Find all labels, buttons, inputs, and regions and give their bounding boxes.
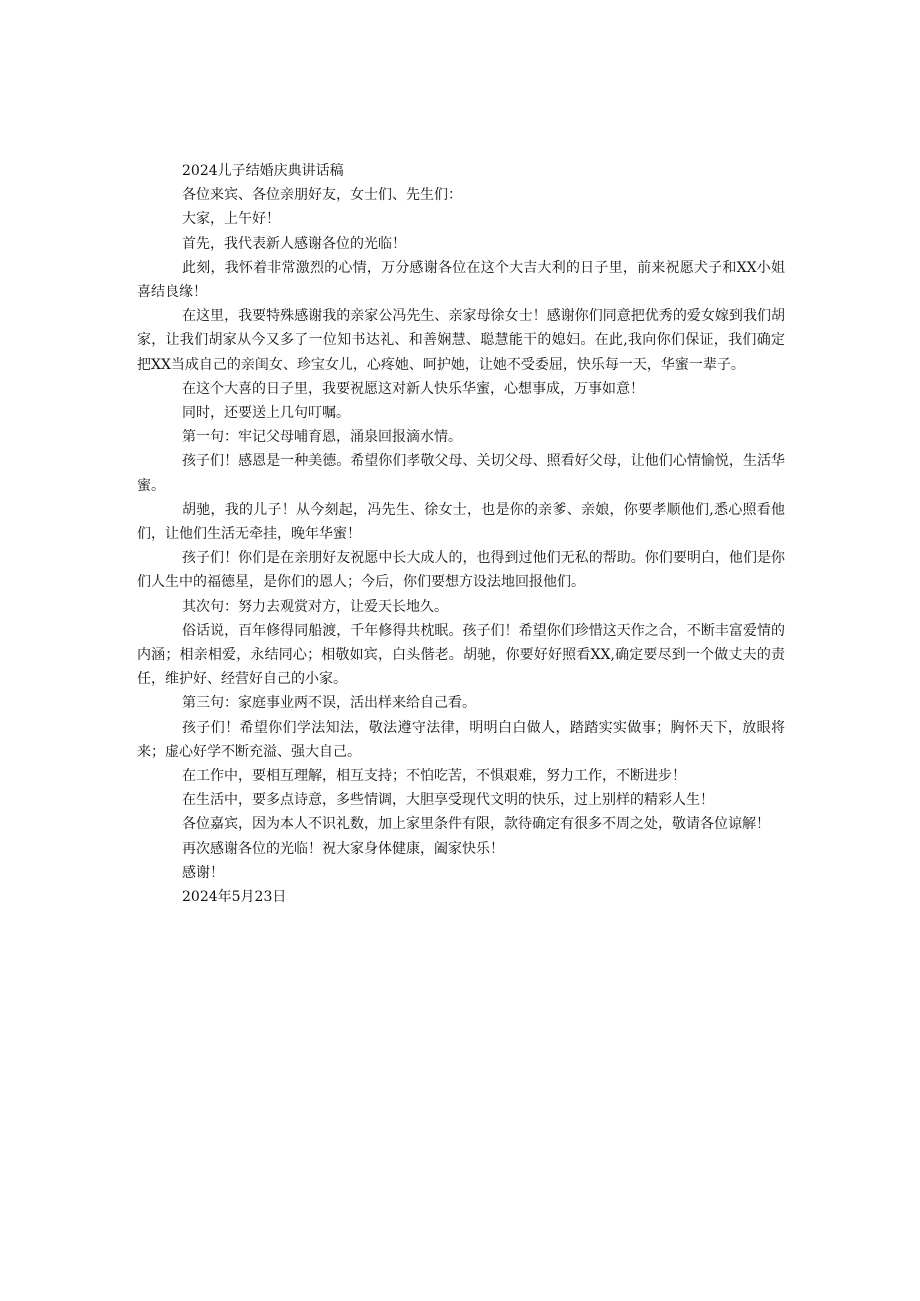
paragraph: 孩子们！希望你们学法知法，敬法遵守法律，明明白白做人，踏踏实实做事；胸怀天下，放眼将来；虚心好学不断充溢、强大自己。 bbox=[137, 719, 785, 760]
paragraph-third-point: 第三句：家庭事业两不误，活出样来给自己看。 bbox=[182, 695, 476, 712]
paragraph: 此刻，我怀着非常激烈的心情，万分感谢各位在这个大吉大利的日子里，前来祝愿犬子和XX小姐喜结良缘！ bbox=[137, 259, 785, 301]
paragraph-greeting: 大家，上午好！ bbox=[182, 211, 280, 228]
document-body bbox=[137, 159, 785, 909]
paragraph-closing-thanks: 感谢！ bbox=[182, 864, 224, 881]
document-date: 2024年5月23日 bbox=[182, 889, 287, 906]
document-title: 2024儿子结婚庆典讲话稿 bbox=[182, 163, 344, 179]
paragraph: 各位嘉宾，因为本人不识礼数，加上家里条件有限，款待确定有很多不周之处，敬请各位谅解！ bbox=[182, 816, 770, 833]
paragraph: 在这个大喜的日子里，我要祝愿这对新人快乐华蜜，心想事成，万事如意！ bbox=[182, 380, 644, 397]
paragraph: 俗话说，百年修得同船渡，千年修得共枕眠。孩子们！希望你们珍惜这天作之合，不断丰富爱情的内涵；相亲相爱，永结同心；相敬如宾，白头偕老。胡驰，你要好好照看XX,确定要尽到一个做丈夫的责任，维护好、经营好自己的小家。 bbox=[137, 622, 785, 688]
paragraph: 孩子们！你们是在亲朋好友祝愿中长大成人的，也得到过他们无私的帮助。你们要明白，他们是你们人生中的福德星，是你们的恩人；今后，你们要想方设法地回报他们。 bbox=[137, 550, 785, 591]
paragraph: 胡驰，我的儿子！从今刻起，冯先生、徐女士，也是你的亲爹、亲娘，你要孝顺他们,悉心照看他们，让他们生活无牵挂，晚年华蜜！ bbox=[137, 501, 785, 543]
paragraph: 再次感谢各位的光临！祝大家身体健康，阖家快乐！ bbox=[182, 840, 504, 857]
paragraph-salutation: 各位来宾、各位亲朋好友，女士们、先生们： bbox=[182, 187, 462, 204]
paragraph: 同时，还要送上几句叮嘱。 bbox=[182, 405, 350, 422]
paragraph-thanks: 首先，我代表新人感谢各位的光临！ bbox=[182, 235, 406, 252]
paragraph: 孩子们！感恩是一种美德。希望你们孝敬父母、关切父母、照看好父母，让他们心情愉悦，生活华蜜。 bbox=[137, 453, 785, 494]
paragraph-first-point: 第一句：牢记父母哺育恩，涌泉回报滴水情。 bbox=[182, 429, 462, 446]
paragraph: 在这里，我要特殊感谢我的亲家公冯先生、亲家母徐女士！感谢你们同意把优秀的爱女嫁到我们胡家，让我们胡家从今又多了一位知书达礼、和善娴慧、聪慧能干的媳妇。在此,我向你们保证，我们确定把XX当成自己的亲闺女、珍宝女儿，心疼她、呵护她，让她不受委屈，快乐每一天，华蜜一辈子。 bbox=[137, 308, 785, 373]
paragraph: 在工作中，要相互理解，相互支持；不怕吃苦，不惧艰难，努力工作，不断进步！ bbox=[182, 768, 686, 785]
paragraph-second-point: 其次句：努力去观赏对方，让爱天长地久。 bbox=[182, 598, 448, 615]
paragraph: 在生活中，要多点诗意，多些情调，大胆享受现代文明的快乐，过上别样的精彩人生！ bbox=[182, 792, 714, 809]
